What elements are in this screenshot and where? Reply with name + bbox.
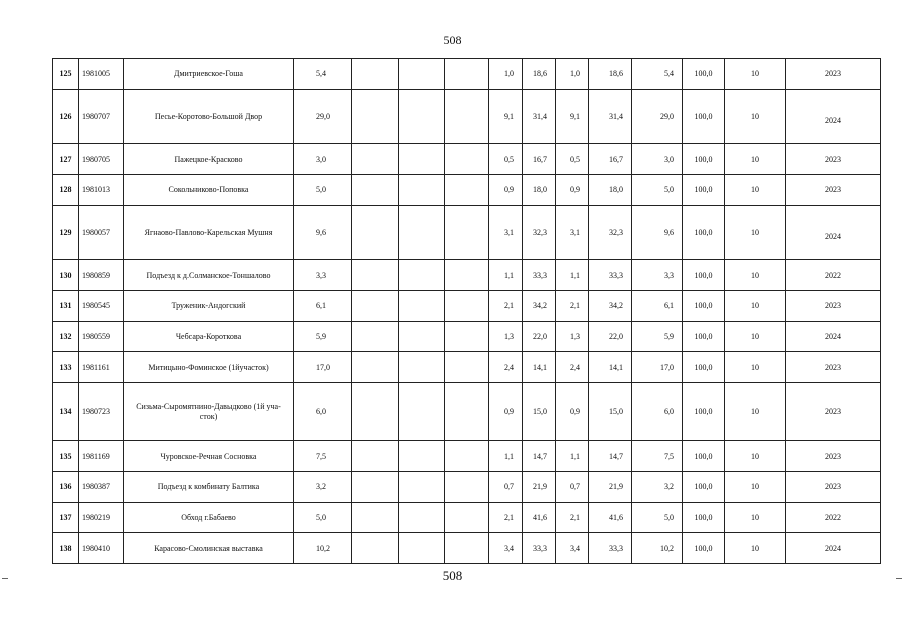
value-d: 34,2 — [589, 291, 632, 322]
value-c: 2,1 — [556, 502, 589, 533]
road-name: Митицыно-Фоминское (1йучасток) — [124, 352, 294, 383]
value-a: 3,4 — [489, 533, 523, 564]
road-length: 9,6 — [294, 205, 352, 260]
value-c: 0,9 — [556, 383, 589, 441]
value-e: 3,0 — [632, 144, 683, 175]
empty-cell-1 — [352, 59, 399, 90]
value-c: 2,4 — [556, 352, 589, 383]
empty-cell-2 — [399, 441, 445, 472]
road-length: 5,9 — [294, 321, 352, 352]
value-a: 0,5 — [489, 144, 523, 175]
road-code: 1980387 — [79, 471, 124, 502]
table-row — [53, 59, 881, 90]
value-c: 1,1 — [556, 441, 589, 472]
road-code: 1980707 — [79, 89, 124, 144]
empty-cell-3 — [445, 383, 489, 441]
road-length: 3,2 — [294, 471, 352, 502]
value-f: 100,0 — [683, 89, 725, 144]
empty-cell-1 — [352, 383, 399, 441]
road-length: 3,0 — [294, 144, 352, 175]
empty-cell-1 — [352, 89, 399, 144]
value-b: 41,6 — [523, 502, 556, 533]
road-length: 17,0 — [294, 352, 352, 383]
value-a: 3,1 — [489, 205, 523, 260]
empty-cell-2 — [399, 144, 445, 175]
value-c: 3,1 — [556, 205, 589, 260]
empty-cell-2 — [399, 383, 445, 441]
margin-mark-left — [2, 578, 8, 579]
road-name: Труженик-Андогский — [124, 291, 294, 322]
value-f: 100,0 — [683, 59, 725, 90]
row-number: 130 — [53, 260, 79, 291]
completion-year: 2023 — [786, 471, 881, 502]
road-code: 1980057 — [79, 205, 124, 260]
empty-cell-3 — [445, 89, 489, 144]
value-e: 7,5 — [632, 441, 683, 472]
value-a: 9,1 — [489, 89, 523, 144]
empty-cell-2 — [399, 175, 445, 206]
value-b: 33,3 — [523, 260, 556, 291]
road-code: 1980705 — [79, 144, 124, 175]
empty-cell-1 — [352, 533, 399, 564]
value-f: 100,0 — [683, 471, 725, 502]
value-f: 100,0 — [683, 144, 725, 175]
road-code: 1980219 — [79, 502, 124, 533]
value-g: 10 — [725, 144, 786, 175]
empty-cell-2 — [399, 205, 445, 260]
road-name: Дмитриевское-Гоша — [124, 59, 294, 90]
table-row — [53, 352, 881, 383]
empty-cell-2 — [399, 291, 445, 322]
value-g: 10 — [725, 441, 786, 472]
road-code: 1980410 — [79, 533, 124, 564]
road-code: 1981169 — [79, 441, 124, 472]
value-g: 10 — [725, 383, 786, 441]
value-d: 31,4 — [589, 89, 632, 144]
value-c: 0,7 — [556, 471, 589, 502]
empty-cell-1 — [352, 352, 399, 383]
value-d: 32,3 — [589, 205, 632, 260]
row-number: 131 — [53, 291, 79, 322]
value-e: 29,0 — [632, 89, 683, 144]
value-g: 10 — [725, 205, 786, 260]
empty-cell-1 — [352, 144, 399, 175]
value-e: 5,0 — [632, 502, 683, 533]
value-e: 17,0 — [632, 352, 683, 383]
row-number: 132 — [53, 321, 79, 352]
value-e: 3,3 — [632, 260, 683, 291]
row-number: 125 — [53, 59, 79, 90]
table-row — [53, 144, 881, 175]
value-c: 9,1 — [556, 89, 589, 144]
empty-cell-1 — [352, 205, 399, 260]
completion-year: 2023 — [786, 352, 881, 383]
value-b: 15,0 — [523, 383, 556, 441]
value-g: 10 — [725, 59, 786, 90]
value-a: 1,1 — [489, 441, 523, 472]
value-g: 10 — [725, 260, 786, 291]
row-number: 129 — [53, 205, 79, 260]
value-e: 6,1 — [632, 291, 683, 322]
value-d: 14,1 — [589, 352, 632, 383]
table-row — [53, 175, 881, 206]
empty-cell-1 — [352, 441, 399, 472]
value-f: 100,0 — [683, 205, 725, 260]
road-name: Ягнаово-Павлово-Карельская Мушня — [124, 205, 294, 260]
row-number: 126 — [53, 89, 79, 144]
empty-cell-2 — [399, 352, 445, 383]
completion-year: 2024 — [786, 533, 881, 564]
empty-cell-3 — [445, 352, 489, 383]
row-number: 137 — [53, 502, 79, 533]
empty-cell-1 — [352, 471, 399, 502]
row-number: 128 — [53, 175, 79, 206]
value-a: 2,1 — [489, 291, 523, 322]
empty-cell-3 — [445, 441, 489, 472]
value-f: 100,0 — [683, 441, 725, 472]
table-row — [53, 383, 881, 441]
road-code: 1980859 — [79, 260, 124, 291]
value-b: 14,7 — [523, 441, 556, 472]
value-g: 10 — [725, 291, 786, 322]
row-number: 133 — [53, 352, 79, 383]
value-d: 41,6 — [589, 502, 632, 533]
value-e: 6,0 — [632, 383, 683, 441]
value-e: 9,6 — [632, 205, 683, 260]
value-f: 100,0 — [683, 291, 725, 322]
value-b: 33,3 — [523, 533, 556, 564]
table-row — [53, 502, 881, 533]
completion-year: 2023 — [786, 383, 881, 441]
completion-year: 2023 — [786, 144, 881, 175]
margin-mark-right — [896, 578, 902, 579]
road-name: Песье-Коротово-Большой Двор — [124, 89, 294, 144]
completion-year: 2022 — [786, 502, 881, 533]
road-length: 7,5 — [294, 441, 352, 472]
empty-cell-1 — [352, 321, 399, 352]
road-name: Пажецкое-Красково — [124, 144, 294, 175]
value-g: 10 — [725, 352, 786, 383]
page-number-top: 508 — [443, 33, 462, 47]
value-c: 3,4 — [556, 533, 589, 564]
road-length: 6,0 — [294, 383, 352, 441]
empty-cell-3 — [445, 175, 489, 206]
empty-cell-3 — [445, 205, 489, 260]
road-length: 10,2 — [294, 533, 352, 564]
value-b: 21,9 — [523, 471, 556, 502]
value-c: 1,0 — [556, 59, 589, 90]
value-d: 16,7 — [589, 144, 632, 175]
value-g: 10 — [725, 321, 786, 352]
table-body — [53, 59, 881, 564]
completion-year: 2023 — [786, 175, 881, 206]
empty-cell-2 — [399, 321, 445, 352]
table-row — [53, 291, 881, 322]
road-code: 1981161 — [79, 352, 124, 383]
value-f: 100,0 — [683, 533, 725, 564]
empty-cell-3 — [445, 59, 489, 90]
value-e: 5,0 — [632, 175, 683, 206]
value-f: 100,0 — [683, 175, 725, 206]
value-a: 0,7 — [489, 471, 523, 502]
value-a: 0,9 — [489, 383, 523, 441]
value-d: 18,6 — [589, 59, 632, 90]
completion-year: 2022 — [786, 260, 881, 291]
empty-cell-1 — [352, 502, 399, 533]
value-d: 22,0 — [589, 321, 632, 352]
empty-cell-1 — [352, 260, 399, 291]
row-number: 135 — [53, 441, 79, 472]
roads-table — [52, 58, 881, 564]
road-length: 5,0 — [294, 175, 352, 206]
value-g: 10 — [725, 471, 786, 502]
road-name: Подъезд к комбинату Балтика — [124, 471, 294, 502]
value-b: 18,0 — [523, 175, 556, 206]
row-number: 127 — [53, 144, 79, 175]
road-length: 3,3 — [294, 260, 352, 291]
road-name: Чебсара-Короткова — [124, 321, 294, 352]
value-g: 10 — [725, 502, 786, 533]
value-f: 100,0 — [683, 502, 725, 533]
road-length: 6,1 — [294, 291, 352, 322]
road-name: Сокольниково-Поповка — [124, 175, 294, 206]
value-a: 2,1 — [489, 502, 523, 533]
value-b: 22,0 — [523, 321, 556, 352]
empty-cell-2 — [399, 533, 445, 564]
completion-year: 2023 — [786, 59, 881, 90]
value-c: 0,5 — [556, 144, 589, 175]
value-f: 100,0 — [683, 352, 725, 383]
value-a: 1,0 — [489, 59, 523, 90]
value-d: 14,7 — [589, 441, 632, 472]
value-e: 3,2 — [632, 471, 683, 502]
value-b: 16,7 — [523, 144, 556, 175]
road-name: Карасово-Смолинская выставка — [124, 533, 294, 564]
road-name: Обход г.Бабаево — [124, 502, 294, 533]
road-code: 1980545 — [79, 291, 124, 322]
value-a: 0,9 — [489, 175, 523, 206]
value-a: 2,4 — [489, 352, 523, 383]
road-name: Чуровское-Речная Сосновка — [124, 441, 294, 472]
empty-cell-2 — [399, 471, 445, 502]
empty-cell-3 — [445, 502, 489, 533]
table-row — [53, 205, 881, 260]
value-b: 34,2 — [523, 291, 556, 322]
value-e: 5,4 — [632, 59, 683, 90]
value-f: 100,0 — [683, 260, 725, 291]
empty-cell-2 — [399, 260, 445, 291]
empty-cell-1 — [352, 291, 399, 322]
row-number: 136 — [53, 471, 79, 502]
road-length: 29,0 — [294, 89, 352, 144]
completion-year: 2024 — [786, 89, 881, 144]
table-row — [53, 441, 881, 472]
road-code: 1980559 — [79, 321, 124, 352]
empty-cell-1 — [352, 175, 399, 206]
empty-cell-3 — [445, 291, 489, 322]
table-row — [53, 533, 881, 564]
empty-cell-3 — [445, 144, 489, 175]
empty-cell-3 — [445, 471, 489, 502]
value-c: 1,3 — [556, 321, 589, 352]
empty-cell-2 — [399, 59, 445, 90]
table-row — [53, 321, 881, 352]
value-f: 100,0 — [683, 383, 725, 441]
completion-year: 2023 — [786, 291, 881, 322]
value-c: 2,1 — [556, 291, 589, 322]
empty-cell-3 — [445, 321, 489, 352]
table-row — [53, 89, 881, 144]
road-name: Подъезд к д.Солманское-Тоншалово — [124, 260, 294, 291]
value-f: 100,0 — [683, 321, 725, 352]
value-a: 1,1 — [489, 260, 523, 291]
completion-year: 2023 — [786, 441, 881, 472]
row-number: 138 — [53, 533, 79, 564]
table-row — [53, 260, 881, 291]
value-b: 31,4 — [523, 89, 556, 144]
value-g: 10 — [725, 175, 786, 206]
value-c: 0,9 — [556, 175, 589, 206]
value-d: 33,3 — [589, 533, 632, 564]
road-name: Сизьма-Сыромятнино-Давыдково (1й уча-сток) — [124, 383, 294, 441]
value-b: 18,6 — [523, 59, 556, 90]
row-number: 134 — [53, 383, 79, 441]
value-d: 18,0 — [589, 175, 632, 206]
value-g: 10 — [725, 89, 786, 144]
road-length: 5,0 — [294, 502, 352, 533]
empty-cell-3 — [445, 260, 489, 291]
value-a: 1,3 — [489, 321, 523, 352]
empty-cell-2 — [399, 502, 445, 533]
value-b: 32,3 — [523, 205, 556, 260]
value-d: 15,0 — [589, 383, 632, 441]
value-e: 5,9 — [632, 321, 683, 352]
road-code: 1981013 — [79, 175, 124, 206]
value-d: 21,9 — [589, 471, 632, 502]
value-e: 10,2 — [632, 533, 683, 564]
completion-year: 2024 — [786, 205, 881, 260]
road-length: 5,4 — [294, 59, 352, 90]
empty-cell-3 — [445, 533, 489, 564]
value-g: 10 — [725, 533, 786, 564]
completion-year: 2024 — [786, 321, 881, 352]
table-row — [53, 471, 881, 502]
empty-cell-2 — [399, 89, 445, 144]
value-b: 14,1 — [523, 352, 556, 383]
road-code: 1981005 — [79, 59, 124, 90]
value-d: 33,3 — [589, 260, 632, 291]
page-number-bottom: 508 — [442, 568, 463, 583]
value-c: 1,1 — [556, 260, 589, 291]
road-code: 1980723 — [79, 383, 124, 441]
